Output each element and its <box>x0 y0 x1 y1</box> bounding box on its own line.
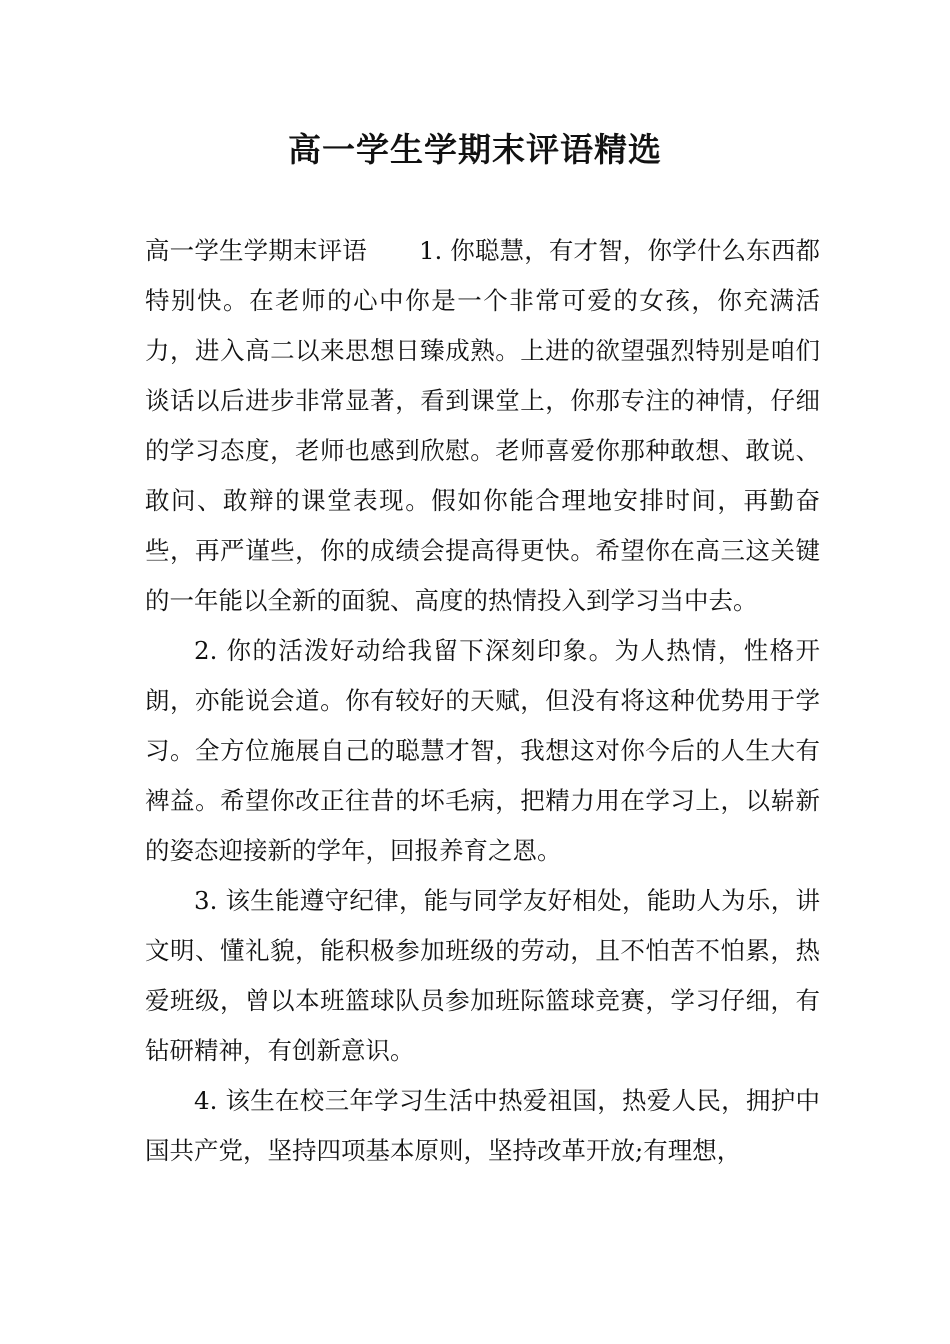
paragraph-2: 2. 你的活泼好动给我留下深刻印象。为人热情，性格开朗，亦能说会道。你有较好的天赋，但没有将这种优势用于学习。全方位施展自己的聪慧才智，我想这对你今后的人生大有裨益。希望你改正往昔的坏毛病，把精力用在学习上，以崭新的姿态迎接新的学年，回报养育之恩。 <box>145 636 820 865</box>
intro-label: 高一学生学期末评语 <box>145 236 367 265</box>
document-title: 高一学生学期末评语精选 <box>288 130 662 169</box>
paragraph-1 <box>145 226 820 626</box>
paragraph-3: 3. 该生能遵守纪律，能与同学友好相处，能助人为乐，讲文明、懂礼貌，能积极参加班级的劳动，且不怕苦不怕累，热爱班级，曾以本班篮球队员参加班际篮球竞赛，学习仔细，有钻研精神，有创新意识。 <box>145 886 820 1065</box>
document-body <box>145 226 820 1176</box>
paragraph-1-text: 1. 你聪慧，有才智，你学什么东西都特别快。在老师的心中你是一个非常可爱的女孩，你充满活力，进入高二以来思想日臻成熟。上进的欲望强烈特别是咱们谈话以后进步非常显著，看到课堂上，你那专注的神情，仔细的学习态度，老师也感到欣慰。老师喜爱你那种敢想、敢说、敢问、敢辩的课堂表现。假如你能合理地安排时间，再勤奋些，再严谨些，你的成绩会提高得更快。希望你在高三这关键的一年能以全新的面貌、高度的热情投入到学习当中去。 <box>145 236 820 615</box>
paragraph-4: 4. 该生在校三年学习生活中热爱祖国，热爱人民，拥护中国共产党，坚持四项基本原则，坚持改革开放;有理想， <box>145 1086 820 1165</box>
